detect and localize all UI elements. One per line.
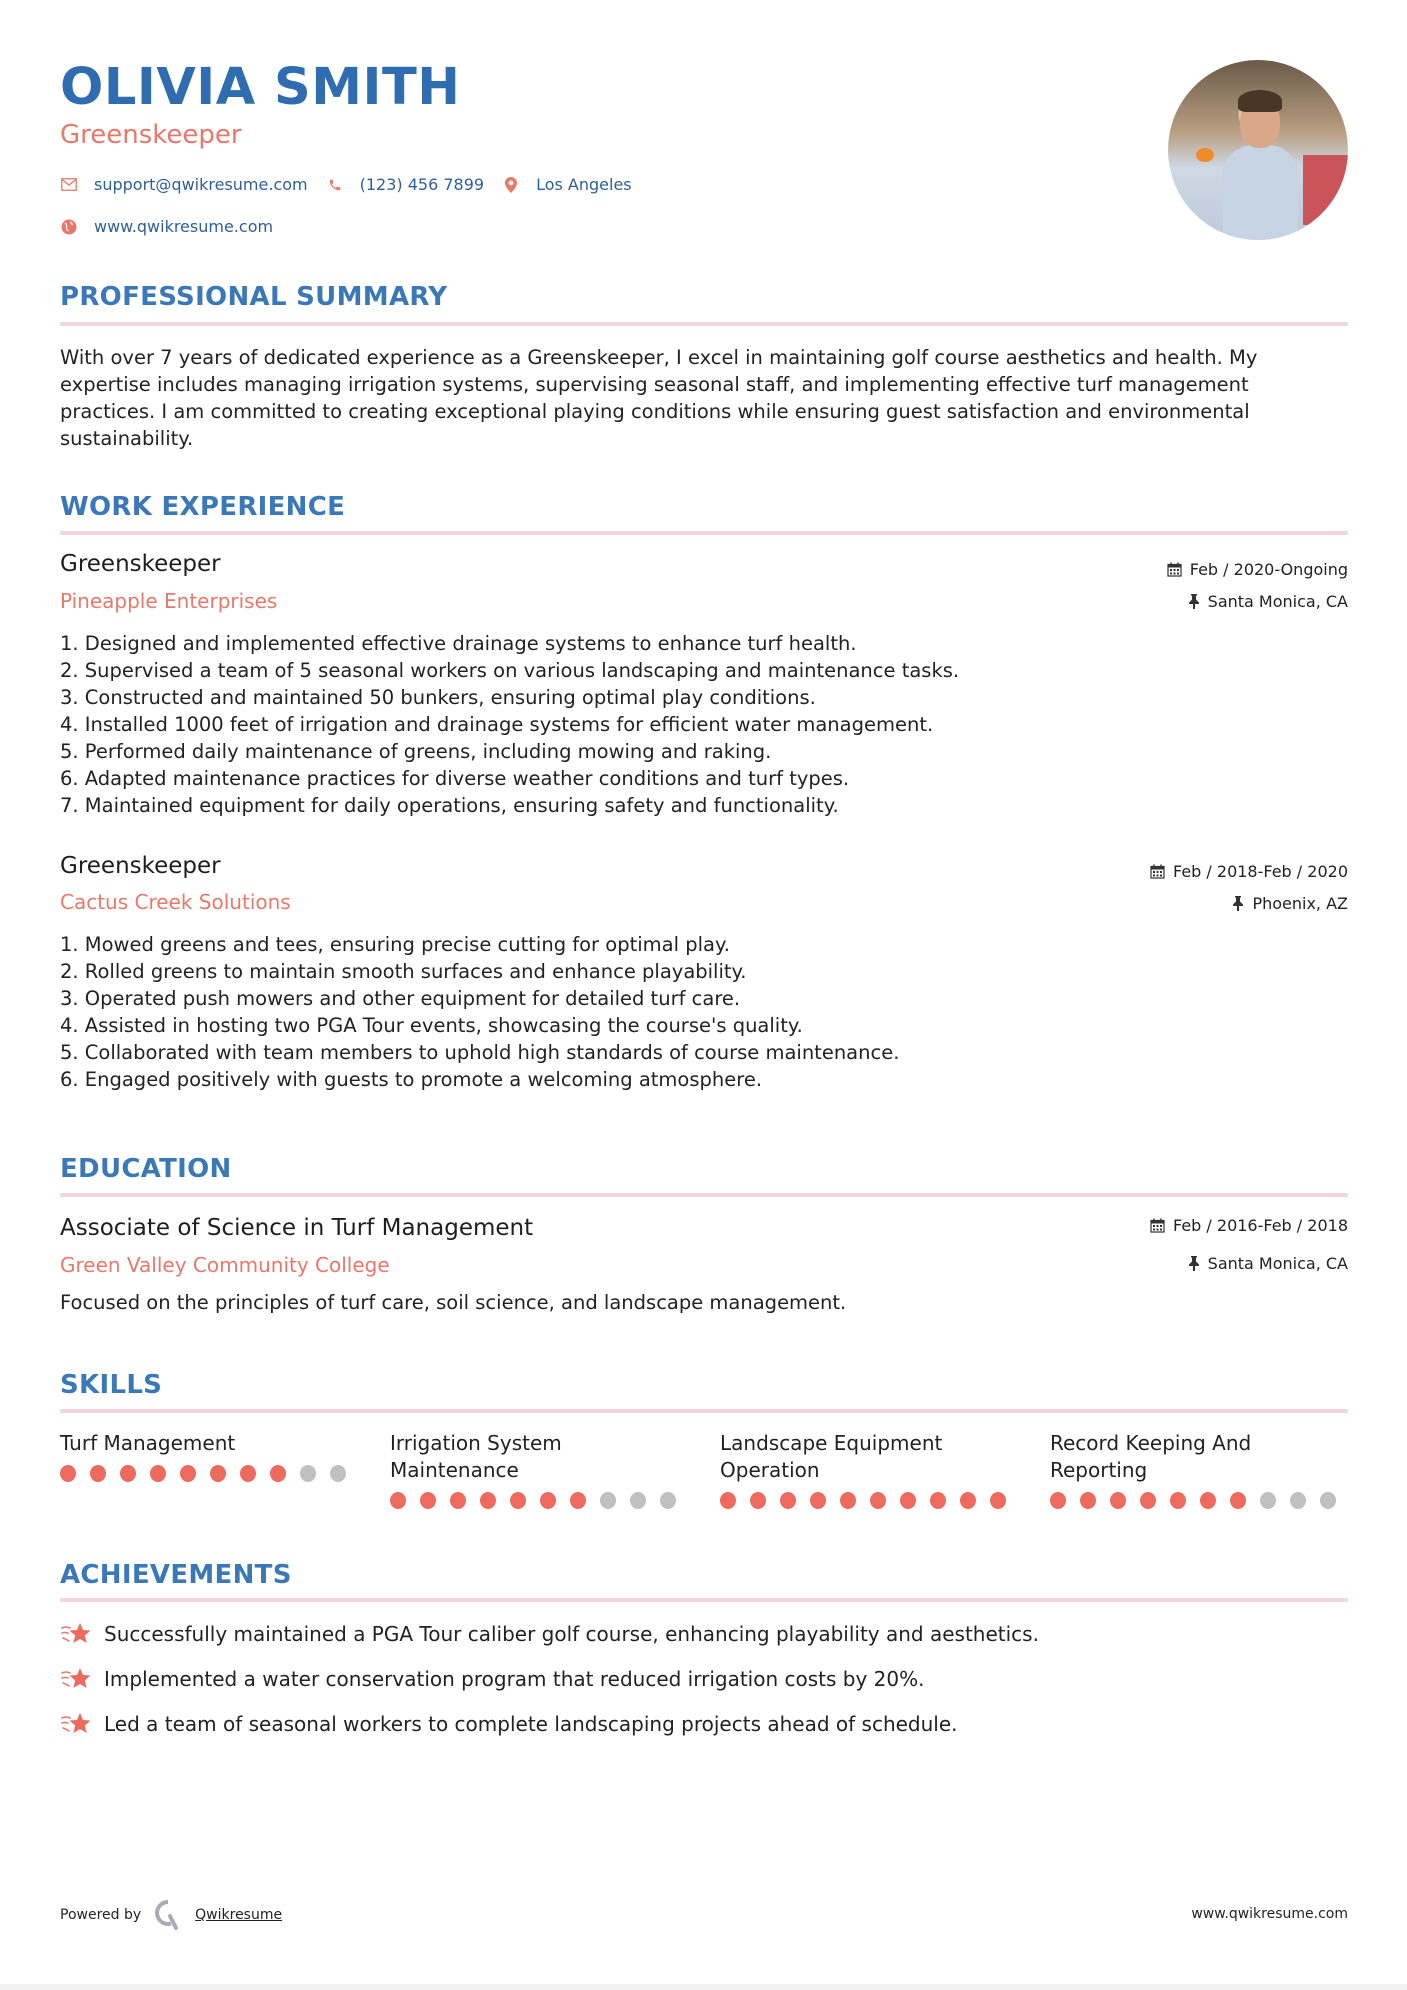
rating-dot-filled <box>210 1465 226 1482</box>
job-bullets <box>60 931 899 1093</box>
skill-item <box>390 1430 690 1509</box>
skill-label-line2: Operation <box>720 1458 820 1482</box>
job-location <box>1188 592 1348 611</box>
qwikresume-logo-icon <box>155 1900 181 1930</box>
rating-dot-filled <box>1170 1492 1186 1509</box>
achievements-heading: ACHIEVEMENTS <box>60 1560 292 1590</box>
footer-website[interactable]: www.qwikresume.com <box>1191 1906 1348 1922</box>
bullet-item: 1. Mowed greens and tees, ensuring precise cutting for optimal play. <box>60 933 730 956</box>
rating-dot-filled <box>390 1492 406 1509</box>
skill-label: Turf Management <box>60 1431 236 1455</box>
email-link[interactable]: support@qwikresume.com <box>94 175 308 194</box>
rating-dot-filled <box>270 1465 286 1482</box>
rating-dot-empty <box>300 1465 316 1482</box>
bullet-item: 2. Supervised a team of 5 seasonal workers on various landscaping and maintenance tasks. <box>60 659 960 682</box>
skill-item <box>1050 1430 1350 1509</box>
section-divider <box>60 1409 1348 1413</box>
rating-dot-filled <box>870 1492 886 1509</box>
rating-dot-empty <box>660 1492 676 1509</box>
footer-powered-by <box>60 1900 282 1930</box>
calendar-icon <box>1167 562 1182 577</box>
qwikresume-link[interactable]: Qwikresume <box>195 1907 283 1923</box>
job-title: Greenskeeper <box>60 853 221 879</box>
achievement-text: Led a team of seasonal workers to complete landscaping projects ahead of schedule. <box>104 1712 958 1736</box>
rating-dot-filled <box>1050 1492 1066 1509</box>
calendar-icon <box>1150 1218 1165 1233</box>
job-dates <box>1150 862 1348 881</box>
education-dates <box>1150 1216 1348 1235</box>
rating-dot-empty <box>330 1465 346 1482</box>
rating-dot-empty <box>600 1492 616 1509</box>
rating-dot-filled <box>1080 1492 1096 1509</box>
skills-heading: SKILLS <box>60 1370 163 1400</box>
degree-title: Associate of Science in Turf Management <box>60 1215 534 1241</box>
skill-label: Irrigation System <box>390 1431 562 1455</box>
bullet-item: 1. Designed and implemented effective drainage systems to enhance turf health. <box>60 632 857 655</box>
skill-rating <box>1050 1492 1350 1509</box>
pushpin-icon <box>1232 896 1244 911</box>
job-title: Greenskeeper <box>60 551 221 577</box>
rating-dot-filled <box>900 1492 916 1509</box>
job-company: Cactus Creek Solutions <box>60 890 291 914</box>
job-company: Pineapple Enterprises <box>60 589 278 613</box>
rating-dot-filled <box>960 1492 976 1509</box>
profile-photo <box>1168 60 1348 240</box>
job-location-text: Santa Monica, CA <box>1207 592 1348 611</box>
achievement-item <box>60 1710 958 1738</box>
pushpin-icon <box>1188 594 1200 609</box>
rating-dot-filled <box>780 1492 796 1509</box>
pushpin-icon <box>1188 1256 1200 1271</box>
skill-label-line2: Reporting <box>1050 1458 1148 1482</box>
rating-dot-filled <box>90 1465 106 1482</box>
rating-dot-filled <box>420 1492 436 1509</box>
shooting-star-icon <box>60 1620 92 1648</box>
education-heading: EDUCATION <box>60 1154 232 1184</box>
phone-text[interactable]: (123) 456 7899 <box>359 175 485 194</box>
education-description: Focused on the principles of turf care, soil science, and landscape management. <box>60 1291 847 1314</box>
rating-dot-filled <box>60 1465 76 1482</box>
education-dates-text: Feb / 2016-Feb / 2018 <box>1173 1216 1348 1235</box>
website-link[interactable]: www.qwikresume.com <box>94 217 274 236</box>
summary-heading: PROFESSIONAL SUMMARY <box>60 282 448 312</box>
section-divider <box>60 531 1348 535</box>
bullet-item: 4. Assisted in hosting two PGA Tour events, showcasing the course's quality. <box>60 1014 803 1037</box>
bullet-item: 3. Constructed and maintained 50 bunkers, ensuring optimal play conditions. <box>60 686 816 709</box>
rating-dot-filled <box>510 1492 526 1509</box>
section-divider <box>60 322 1348 326</box>
rating-dot-filled <box>810 1492 826 1509</box>
contact-row-secondary <box>60 217 291 236</box>
calendar-icon <box>1150 864 1165 879</box>
page-bottom-edge <box>0 1984 1407 1990</box>
rating-dot-filled <box>750 1492 766 1509</box>
bullet-item: 7. Maintained equipment for daily operations, ensuring safety and functionality. <box>60 794 839 817</box>
candidate-name: OLIVIA SMITH <box>60 58 461 117</box>
achievement-item <box>60 1620 1039 1648</box>
skill-rating <box>390 1492 690 1509</box>
rating-dot-filled <box>450 1492 466 1509</box>
rating-dot-filled <box>540 1492 556 1509</box>
skill-label-line2: Maintenance <box>390 1458 519 1482</box>
rating-dot-filled <box>240 1465 256 1482</box>
powered-by-label: Powered by <box>60 1907 142 1923</box>
rating-dot-filled <box>180 1465 196 1482</box>
skill-label: Record Keeping And <box>1050 1431 1252 1455</box>
globe-icon <box>60 218 78 236</box>
rating-dot-filled <box>570 1492 586 1509</box>
skill-item <box>720 1430 1020 1509</box>
rating-dot-empty <box>630 1492 646 1509</box>
phone-icon <box>326 176 344 194</box>
section-divider <box>60 1598 1348 1602</box>
map-pin-icon <box>502 176 520 194</box>
summary-text: With over 7 years of dedicated experience as a Greenskeeper, I excel in maintaining golf course aesthetics and health. My expertise includes managing irrigation systems, supervising seasonal staff, and implementing effective turf management practices. I am committed to creating exceptional playing conditions while ensuring guest satisfaction and environmental sustainability. <box>60 346 1258 450</box>
section-divider <box>60 1193 1348 1197</box>
rating-dot-filled <box>150 1465 166 1482</box>
job-bullets <box>60 630 959 819</box>
bullet-item: 6. Engaged positively with guests to promote a welcoming atmosphere. <box>60 1068 763 1091</box>
job-dates-text: Feb / 2018-Feb / 2020 <box>1173 862 1348 881</box>
skill-label: Landscape Equipment <box>720 1431 943 1455</box>
bullet-item: 4. Installed 1000 feet of irrigation and drainage systems for efficient water management. <box>60 713 934 736</box>
experience-heading: WORK EXPERIENCE <box>60 492 346 522</box>
rating-dot-filled <box>1200 1492 1216 1509</box>
rating-dot-filled <box>1230 1492 1246 1509</box>
skill-rating <box>60 1465 360 1482</box>
education-location <box>1188 1254 1348 1273</box>
rating-dot-filled <box>720 1492 736 1509</box>
rating-dot-empty <box>1260 1492 1276 1509</box>
rating-dot-filled <box>1110 1492 1126 1509</box>
rating-dot-filled <box>480 1492 496 1509</box>
mail-icon <box>60 176 78 194</box>
job-dates <box>1167 560 1348 579</box>
contact-row-primary <box>60 175 650 194</box>
job-dates-text: Feb / 2020-Ongoing <box>1189 560 1348 579</box>
rating-dot-filled <box>840 1492 856 1509</box>
rating-dot-filled <box>120 1465 136 1482</box>
rating-dot-empty <box>1290 1492 1306 1509</box>
achievement-item <box>60 1665 924 1693</box>
candidate-title: Greenskeeper <box>60 120 242 150</box>
shooting-star-icon <box>60 1710 92 1738</box>
rating-dot-filled <box>1140 1492 1156 1509</box>
school-name: Green Valley Community College <box>60 1253 390 1277</box>
shooting-star-icon <box>60 1665 92 1693</box>
rating-dot-empty <box>1320 1492 1336 1509</box>
education-location-text: Santa Monica, CA <box>1207 1254 1348 1273</box>
location-text: Los Angeles <box>536 175 632 194</box>
rating-dot-filled <box>930 1492 946 1509</box>
job-location <box>1232 894 1348 913</box>
achievement-text: Implemented a water conservation program that reduced irrigation costs by 20%. <box>104 1667 925 1691</box>
skill-rating <box>720 1492 1020 1509</box>
bullet-item: 6. Adapted maintenance practices for diverse weather conditions and turf types. <box>60 767 850 790</box>
bullet-item: 5. Collaborated with team members to uphold high standards of course maintenance. <box>60 1041 900 1064</box>
job-location-text: Phoenix, AZ <box>1252 894 1348 913</box>
achievement-text: Successfully maintained a PGA Tour caliber golf course, enhancing playability and aesthetics. <box>104 1622 1039 1646</box>
bullet-item: 5. Performed daily maintenance of greens, including mowing and raking. <box>60 740 772 763</box>
rating-dot-filled <box>990 1492 1006 1509</box>
bullet-item: 2. Rolled greens to maintain smooth surfaces and enhance playability. <box>60 960 747 983</box>
bullet-item: 3. Operated push mowers and other equipment for detailed turf care. <box>60 987 741 1010</box>
skill-item <box>60 1430 360 1482</box>
